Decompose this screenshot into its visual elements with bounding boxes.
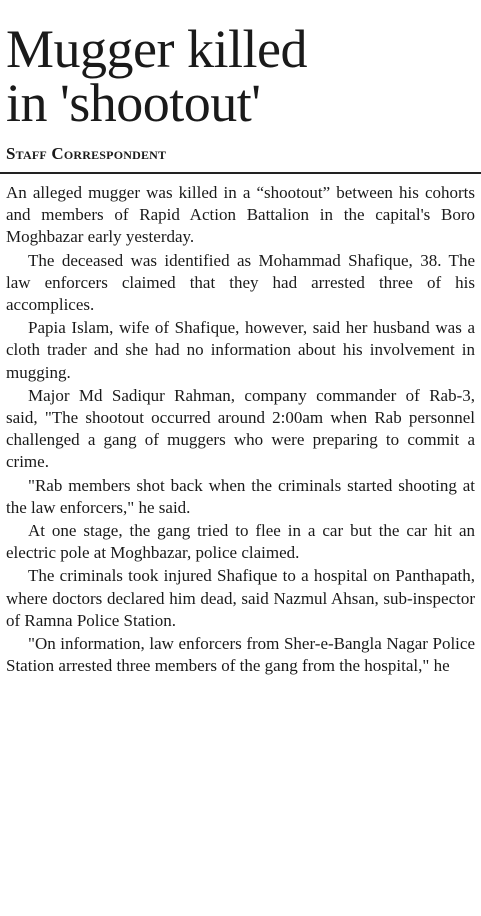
article-body (0, 182, 481, 677)
paragraph-5: "Rab members shot back when the criminals started shooting at the law enforcers," he said. (6, 475, 475, 517)
paragraph-4: Major Md Sadiqur Rahman, company commander of Rab-3, said, "The shootout occurred around 2:00am when Rab personnel challenged a gang of muggers who were preparing to commit a crime. (6, 385, 475, 472)
headline-line-2: in 'shootout' (6, 73, 261, 133)
paragraph-3: Papia Islam, wife of Shafique, however, said her husband was a cloth trader and she had no information about his involvement in mugging. (6, 318, 475, 382)
byline-divider (0, 172, 481, 174)
paragraph-6: At one stage, the gang tried to flee in a car but the car hit an electric pole at Moghbazar, police claimed. (6, 521, 475, 563)
headline-line-1: Mugger killed (6, 19, 307, 79)
byline: Staff Correspondent (6, 144, 167, 163)
paragraph-1: An alleged mugger was killed in a “shootout” between his cohorts and members of Rapid Action Battalion in the capital's Boro Moghbazar early yesterday. (6, 183, 475, 247)
paragraph-8: "On information, law enforcers from Sher-e-Bangla Nagar Police Station arrested three members of the gang from the hospital," he (6, 634, 475, 676)
headline (0, 0, 481, 133)
paragraph-2: The deceased was identified as Mohammad Shafique, 38. The law enforcers claimed that they had arrested three of his accomplices. (6, 250, 475, 315)
paragraph-7: The criminals took injured Shafique to a hospital on Panthapath, where doctors declared him dead, said Nazmul Ahsan, sub-inspector of Ramna Police Station. (6, 566, 475, 630)
